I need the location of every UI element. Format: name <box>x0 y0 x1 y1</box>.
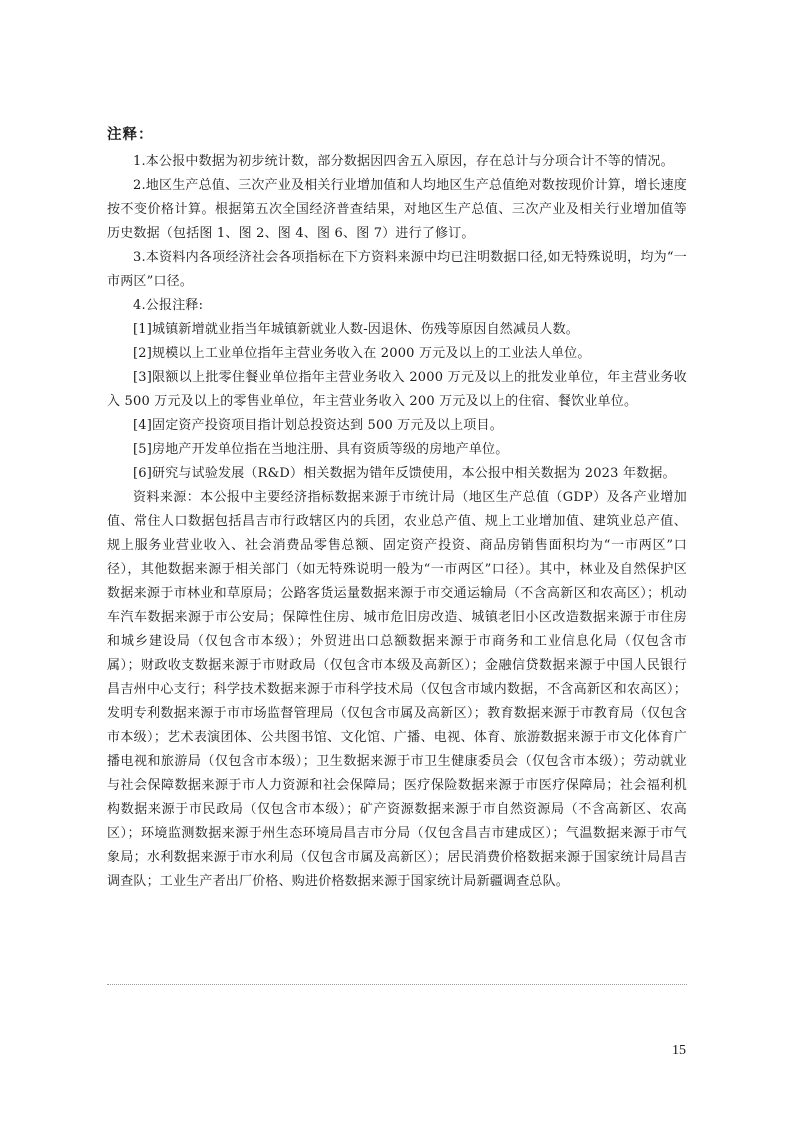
footnote-1: [1]城镇新增就业指当年城镇新就业人数-因退休、伤残等原因自然减员人数。 <box>133 322 580 337</box>
note-paragraph-4-heading: 4.公报注释: <box>133 298 204 313</box>
footer-divider <box>107 984 687 985</box>
data-sources-paragraph: 资料来源：本公报中主要经济指标数据来源于市统计局（地区生产总值（GDP）及各产业增加值、常住人口数据包括昌吉市行政辖区内的兵团，农业总产值、规上工业增加值、建筑业总产值、规上服务业营业收入、社会消费品零售总额、固定资产投资、商品房销售面积均为“一市两区”口径），其他数据来源于相关部门（如无特殊说明一般为“一市两区”口径）。其中，林业及自然保护区数据来源于市林业和草原局；公路客货运量数据来源于市交通运输局（不含高新区和农高区）；机动车汽车数据来源于市公安局；保障性住房、城市危旧房改造、城镇老旧小区改造数据来源于市住房和城乡建设局（仅包含市本级）；外贸进出口总额数据来源于市商务和工业信息化局（仅包含市属）；财政收支数据来源于市财政局（仅包含市本级及高新区）；金融信贷数据来源于中国人民银行昌吉州中心支行；科学技术数据来源于市科学技术局（仅包含市域内数据，不含高新区和农高区）；发明专利数据来源于市市场监督管理局（仅包含市属及高新区）；教育数据来源于市教育局（仅包含市本级）；艺术表演团体、公共图书馆、文化馆、广播、电视、体育、旅游数据来源于市文化体育广播电视和旅游局（仅包含市本级）；卫生数据来源于市卫生健康委员会（仅包含市本级）；劳动就业与社会保障数据来源于市人力资源和社会保障局；医疗保险数据来源于市医疗保障局；社会福利机构数据来源于市民政局（仅包含市本级）；矿产资源数据来源于市自然资源局（不含高新区、农高区）；环境监测数据来源于州生态环境局昌吉市分局（仅包含昌吉市建成区）；气温数据来源于市气象局；水利数据来源于市水利局（仅包含市属及高新区）；居民消费价格数据来源于国家统计局昌吉调查队；工业生产者出厂价格、购进价格数据来源于国家统计局新疆调查总队。 <box>107 490 687 889</box>
footnote-3: [3]限额以上批零住餐业单位指年主营业务收入 2000 万元及以上的批发业单位，年主营业务收入 500 万元及以上的零售业单位，年主营业务收入 200 万元及以上的住宿、餐饮业单位。 <box>107 370 687 409</box>
footnote-5: [5]房地产开发单位指在当地注册、具有资质等级的房地产单位。 <box>133 442 509 457</box>
footnote-6: [6]研究与试验发展（R&D）相关数据为错年反馈使用，本公报中相关数据为 2023 年数据。 <box>133 466 676 481</box>
footnote-4: [4]固定资产投资项目指计划总投资达到 500 万元及以上项目。 <box>133 418 503 433</box>
note-paragraph-3: 3.本资料内各项经济社会各项指标在下方资料来源中均已注明数据口径,如无特殊说明，均为“一市两区”口径。 <box>107 250 687 289</box>
notes-body <box>107 150 687 894</box>
note-paragraph-2: 2.地区生产总值、三次产业及相关行业增加值和人均地区生产总值绝对数按现价计算，增长速度按不变价格计算。根据第五次全国经济普查结果，对地区生产总值、三次产业及相关行业增加值等历史数据（包括图 1、图 2、图 4、图 6、图 7）进行了修订。 <box>107 178 688 241</box>
notes-heading: 注释： <box>107 127 154 143</box>
note-paragraph-1: 1.本公报中数据为初步统计数，部分数据因四舍五入原因，存在总计与分项合计不等的情况。 <box>133 154 674 169</box>
page-number: 15 <box>672 1043 686 1058</box>
footnote-2: [2]规模以上工业单位指年主营业务收入在 2000 万元及以上的工业法人单位。 <box>133 346 591 361</box>
